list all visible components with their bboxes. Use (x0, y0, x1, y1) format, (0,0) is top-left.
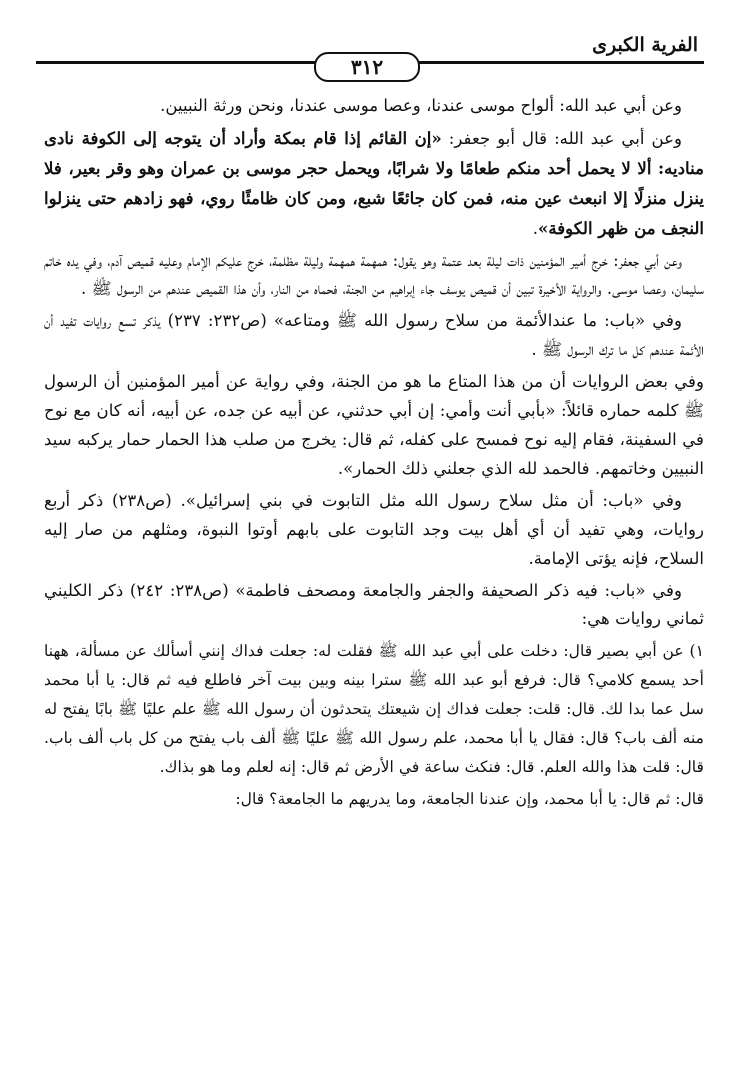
quoted-narration: «إن القائم إذا قام بمكة وأراد أن يتوجه إلى الكوفة نادى مناديه: ألا لا يحمل أحد منكم طعامًا ولا شرابًا، ويحمل حجر موسى بن عمران وهو وقر بعير، فلا ينزل منزلًا إلا انبعث عين منه، فمن كان جائعًا شبع، ومن كان ظامئًا روي، فهو زادهم حتى ينزلوا النجف من ظهر الكوفة» (44, 127, 704, 238)
paragraph-5 (44, 368, 704, 484)
paragraph-text: . (532, 218, 538, 238)
paragraph-text: وعن أبي جعفر: خرج أمير المؤمنين ذات ليلة بعد عتمة وهو يقول: همهمة همهمة وليلة مظلمة، خرج عليكم الإمام وعليه قميص آدم، وفي يده خاتم سليمان، وعصا موسى. والرواية الأخيرة تبين أن قميص يوسف جاء إبراهيم من الجنة، فحماه من النار، وأن هذا القميص عندهم من الرسول ﷺ . (44, 250, 704, 299)
paragraph-text: وفي «باب: فيه ذكر الصحيفة والجفر والجامعة ومصحف فاطمة» (ص٢٣٨: ٢٤٢) ذكر الكليني ثماني روايات هي: (44, 580, 704, 629)
page-number: ٣١٢ (314, 52, 420, 82)
paragraph-text: وفي بعض الروايات أن من هذا المتاع ما هو من الجنة، وفي رواية عن أمير المؤمنين أن الرسول ﷺ كلمه حماره قائلاً: (44, 372, 704, 421)
quoted-narration: «بأبي أنت وأمي: إن أبي حدثني، عن أبيه عن جده، عن أبيه، أنه كان مع نوح في السفينة، فقام إليه نوح فمسح على كفله، ثم قال: يخرج من صلب هذا الحمار حمار يركبه سيد النبيين وخاتمهم. فالحمد لله الذي جعلني ذلك الحمار» (44, 401, 704, 478)
paragraph-7 (44, 577, 704, 635)
narration-1: ١) عن أبي بصير قال: دخلت على أبي عبد الله ﷺ فقلت له: جعلت فداك إنني أسألك عن مسألة، ههنا أحد يسمع كلامي؟ قال: فرفع أبو عبد الله ﷺ سترا بينه وبين بيت آخر فاطلع فيه ثم قال: يا أبا محمد سل عما بدا لك. قال: قلت: جعلت فداك إن شيعتك يتحدثون أن رسول الله ﷺ علم عليًا ﷺ بابًا يفتح له منه ألف باب؟ قال: فقال يا أبا محمد، علم رسول الله ﷺ عليًا ﷺ ألف باب يفتح من كل باب ألف باب. قال: قلت هذا والله العلم. قال: فنكث ساعة في الأرض ثم قال: إنه لعلم وما هو بذاك. (44, 642, 704, 777)
paragraph-4 (44, 307, 704, 365)
paragraph-text: . (337, 458, 344, 478)
narration-2: قال: ثم قال: يا أبا محمد، وإن عندنا الجامعة، وما يدريهم ما الجامعة؟ قال: (235, 790, 704, 809)
paragraph-2 (44, 124, 704, 244)
page-header (36, 30, 704, 79)
book-title: الفرية الكبرى (592, 34, 698, 56)
paragraph-text: وفي «باب: أن مثل سلاح رسول الله مثل التابوت في بني إسرائيل». (ص٢٣٨) ذكر أربع روايات، وهي تفيد أن أي أهل بيت وجد التابوت على بابهم أوتوا النبوة، ومثلهم من صار إليه السلاح، فإنه يؤتى الإمامة. (44, 490, 704, 568)
paragraph-1 (44, 92, 704, 121)
paragraph-text: وعن أبي عبد الله: ألواح موسى عندنا، وعصا موسى عندنا، ونحن ورثة النبيين. (160, 96, 682, 115)
paragraph-text: وفي «باب: ما عندالأئمة من سلاح رسول الله ﷺ ومتاعه» (ص٢٣٢: ٢٣٧) يذكر تسع روايات تفيد أن الأئمة عندهم كل ما ترك الرسول ﷺ . (44, 311, 704, 360)
paragraph-6 (44, 487, 704, 574)
paragraph-text: وعن أبي عبد الله: قال أبو جعفر: (441, 128, 682, 148)
paragraph-3 (44, 247, 704, 305)
page-body (44, 92, 704, 817)
